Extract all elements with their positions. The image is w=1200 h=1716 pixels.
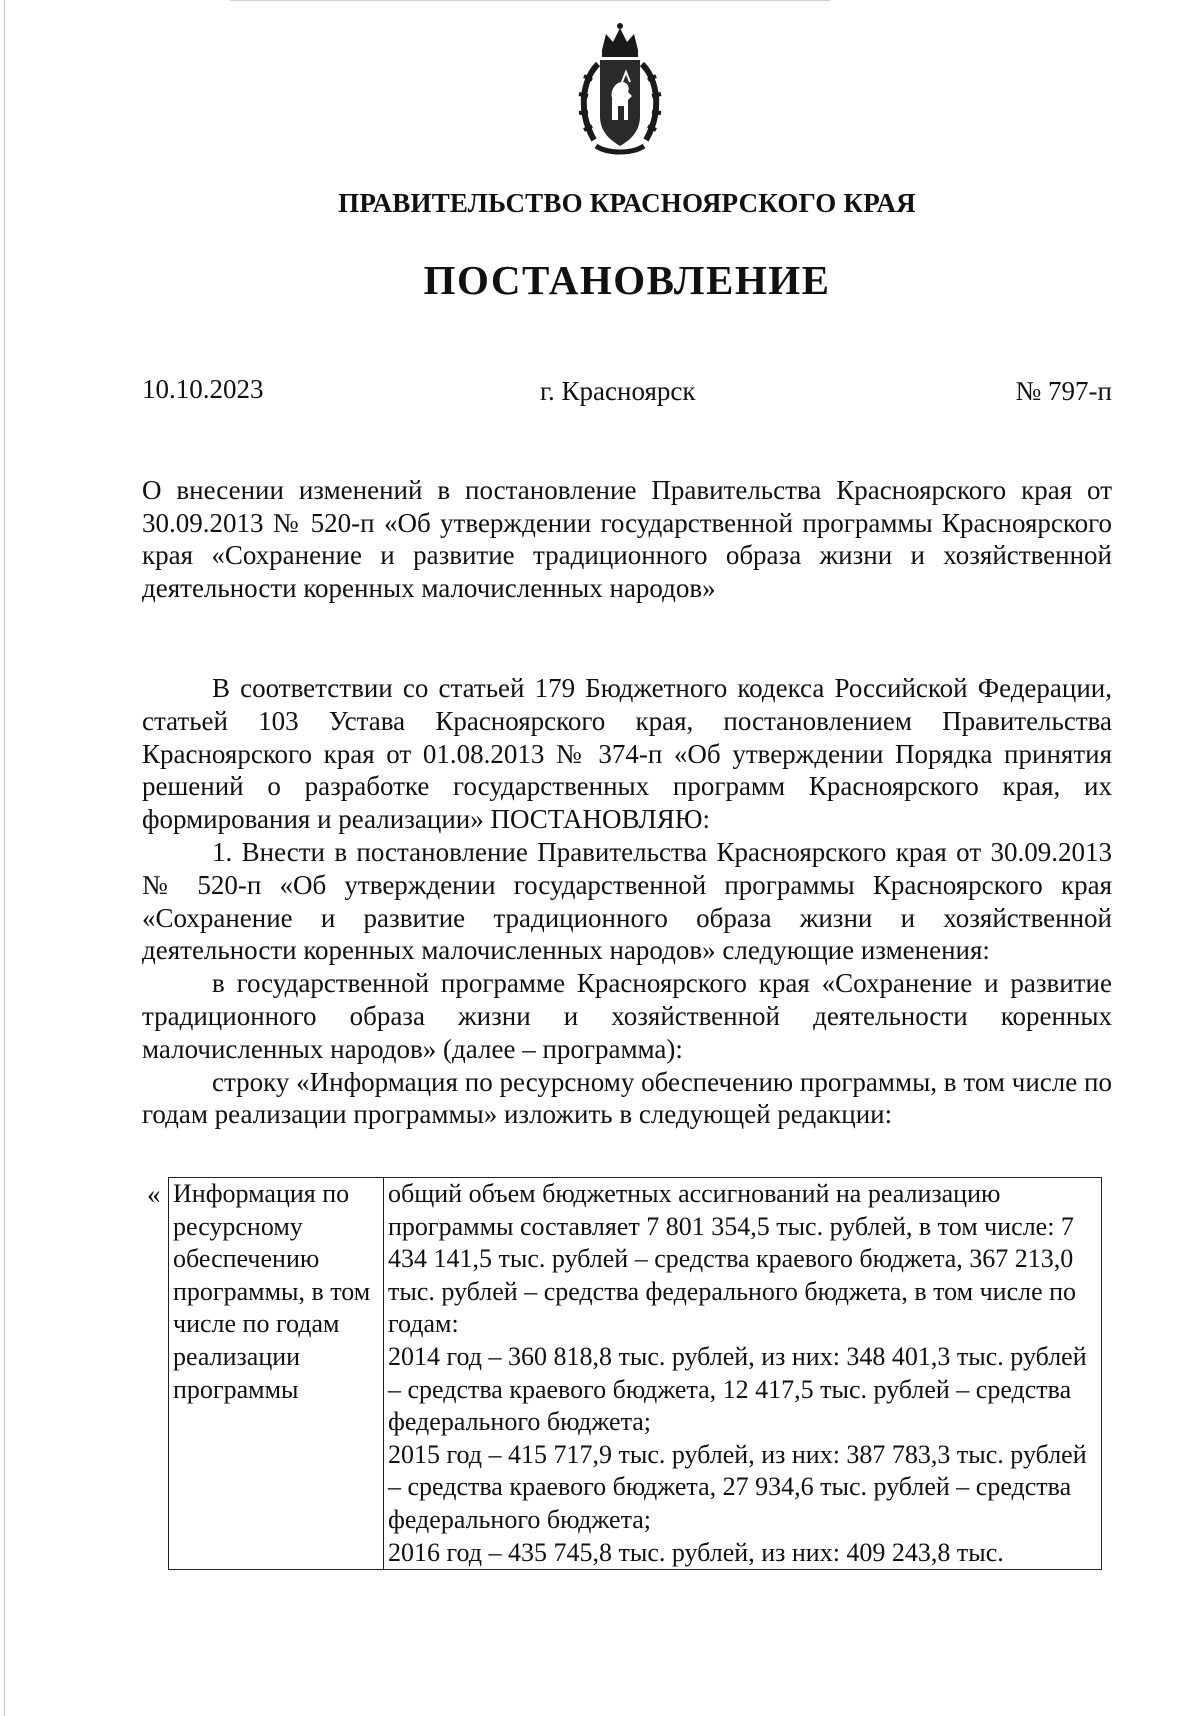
document-type-title: ПОСТАНОВЛЕНИЕ: [423, 257, 831, 303]
document-number: № 797-п: [1015, 376, 1112, 406]
body-paragraph: строку «Информация по ресурсному обеспечению программы, в том числе по годам реализации программы» изложить в следующей редакции:: [142, 1066, 1112, 1130]
table-row: [169, 1178, 1102, 1570]
table-label-cell: Информация по ресурсному обеспечению программы, в том числе по годам реализации программы: [169, 1178, 384, 1570]
scan-top-line: [230, 0, 830, 1]
table-open-quote: «: [147, 1179, 161, 1209]
document-body: [142, 672, 1112, 1131]
table-value-cell: общий объем бюджетных ассигнований на реализацию программы составляет 7 801 354,5 тыс. рублей, в том числе: 7 434 141,5 тыс. рублей – средства краевого бюджета, 367 213,0 тыс. рублей – средства федерального бюджета, в том числе по годам: 2014 год – 360 818,8 тыс. рублей, из них: 348 401,3 тыс. рублей – средства краевого бюджета, 12 417,5 тыс. рублей – средства федерального бюджета; 2015 год – 415 717,9 тыс. рублей, из них: 387 783,3 тыс. рублей – средства краевого бюджета, 27 934,6 тыс. рублей – средства федерального бюджета; 2016 год – 435 745,8 тыс. рублей, из них: 409 243,8 тыс.: [384, 1178, 1102, 1570]
government-title: ПРАВИТЕЛЬСТВО КРАСНОЯРСКОГО КРАЯ: [338, 188, 916, 218]
body-paragraph: В соответствии со статьей 179 Бюджетного кодекса Российской Федерации, статьей 103 Устава Красноярского края, постановлением Правительства Красноярского края от 01.08.2013 № 374-п «Об утверждении Порядка принятия решений о разработке государственных программ Красноярского края, их формирования и реализации» ПОСТАНОВЛЯЮ:: [142, 673, 1112, 835]
resource-table: [168, 1177, 1102, 1570]
body-paragraph: 1. Внести в постановление Правительства Красноярского края от 30.09.2013 № 520-п «Об утверждении государственной программы Красноярского края «Сохранение и развитие традиционного образа жизни и хозяйственной деятельности коренных малочисленных народов» следующие изменения:: [142, 836, 1112, 966]
krasnoyarsk-coat-of-arms-icon: [572, 20, 668, 158]
document-city: г. Красноярск: [540, 376, 696, 406]
body-paragraph: в государственной программе Красноярского края «Сохранение и развитие традиционного образа жизни и хозяйственной деятельности коренных малочисленных народов» (далее – программа):: [142, 968, 1112, 1064]
document-subject: О внесении изменений в постановление Правительства Красноярского края от 30.09.2013 № 520-п «Об утверждении государственной программы Красноярского края «Сохранение и развитие традиционного образа жизни и хозяйственной деятельности коренных малочисленных народов»: [142, 475, 1112, 603]
document-date: 10.10.2023: [142, 374, 264, 404]
